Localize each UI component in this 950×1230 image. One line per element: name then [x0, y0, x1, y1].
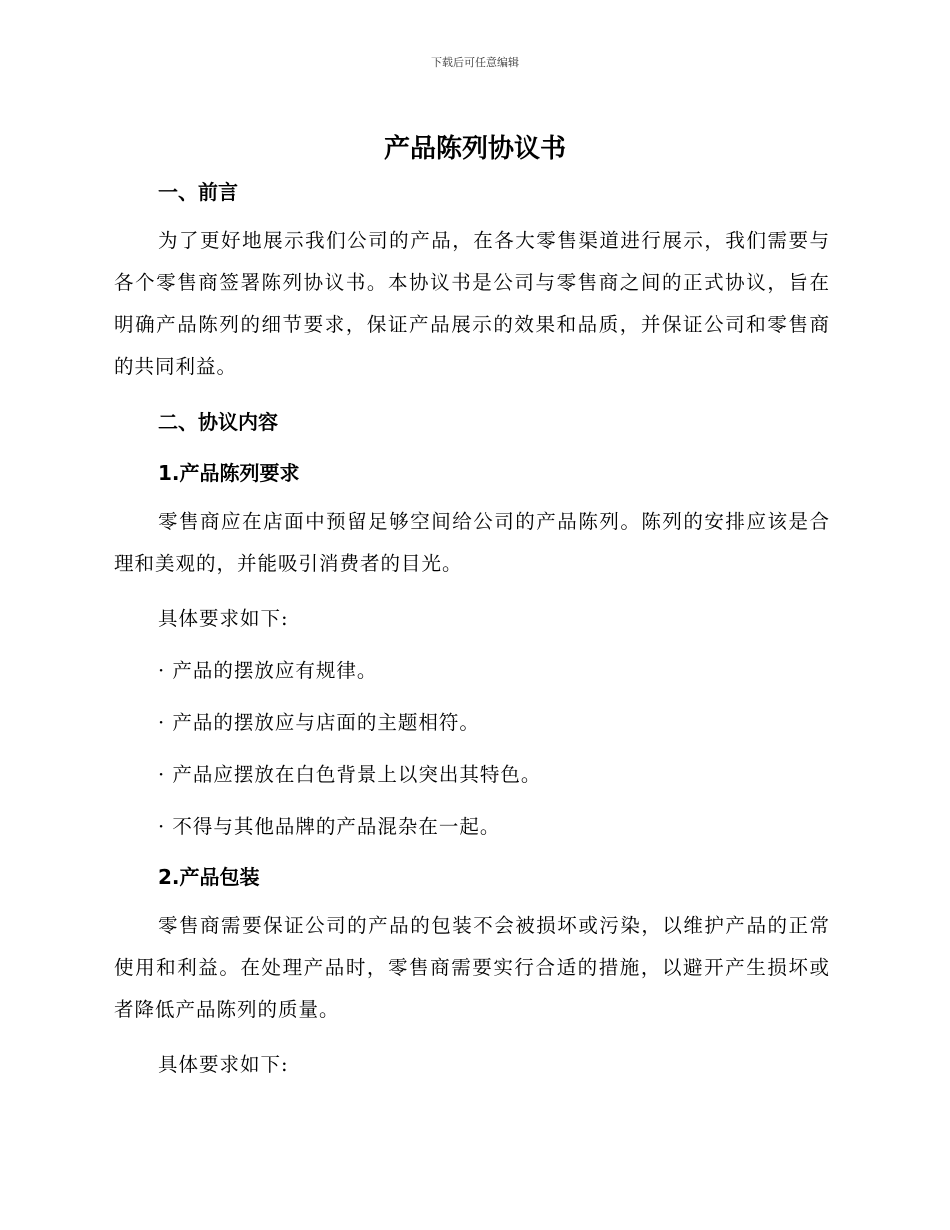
- document-title: 产品陈列协议书: [383, 134, 566, 164]
- item2-heading: 2.产品包装: [158, 865, 260, 889]
- item1-bullet-3: · 产品应摆放在白色背景上以突出其特色。: [158, 763, 542, 786]
- item1-bullet-2: · 产品的摆放应与店面的主题相符。: [158, 711, 480, 734]
- item1-paragraph: 零售商应在店面中预留足够空间给公司的产品陈列。陈列的安排应该是合理和美观的，并能吸引消费者的目光。: [114, 510, 830, 575]
- item2-requirements-label: 具体要求如下:: [158, 1053, 289, 1076]
- section-heading-content: 二、协议内容: [158, 410, 278, 434]
- item1-bullet-1: · 产品的摆放应有规律。: [158, 659, 378, 682]
- item1-heading: 1.产品陈列要求: [158, 461, 300, 485]
- item2-paragraph: 零售商需要保证公司的产品的包装不会被损坏或污染，以维护产品的正常使用和利益。在处理产品时，零售商需要实行合适的措施，以避开产生损坏或者降低产品陈列的质量。: [114, 914, 830, 1021]
- item1-bullet-4: · 不得与其他品牌的产品混杂在一起。: [158, 815, 501, 838]
- header-note: 下载后可任意编辑: [431, 56, 519, 69]
- section-heading-preface: 一、前言: [158, 180, 238, 204]
- item1-requirements-label: 具体要求如下:: [158, 607, 289, 630]
- preface-paragraph: 为了更好地展示我们公司的产品，在各大零售渠道进行展示，我们需要与各个零售商签署陈列协议书。本协议书是公司与零售商之间的正式协议，旨在明确产品陈列的细节要求，保证产品展示的效果和品质，并保证公司和零售商的共同利益。: [114, 229, 830, 378]
